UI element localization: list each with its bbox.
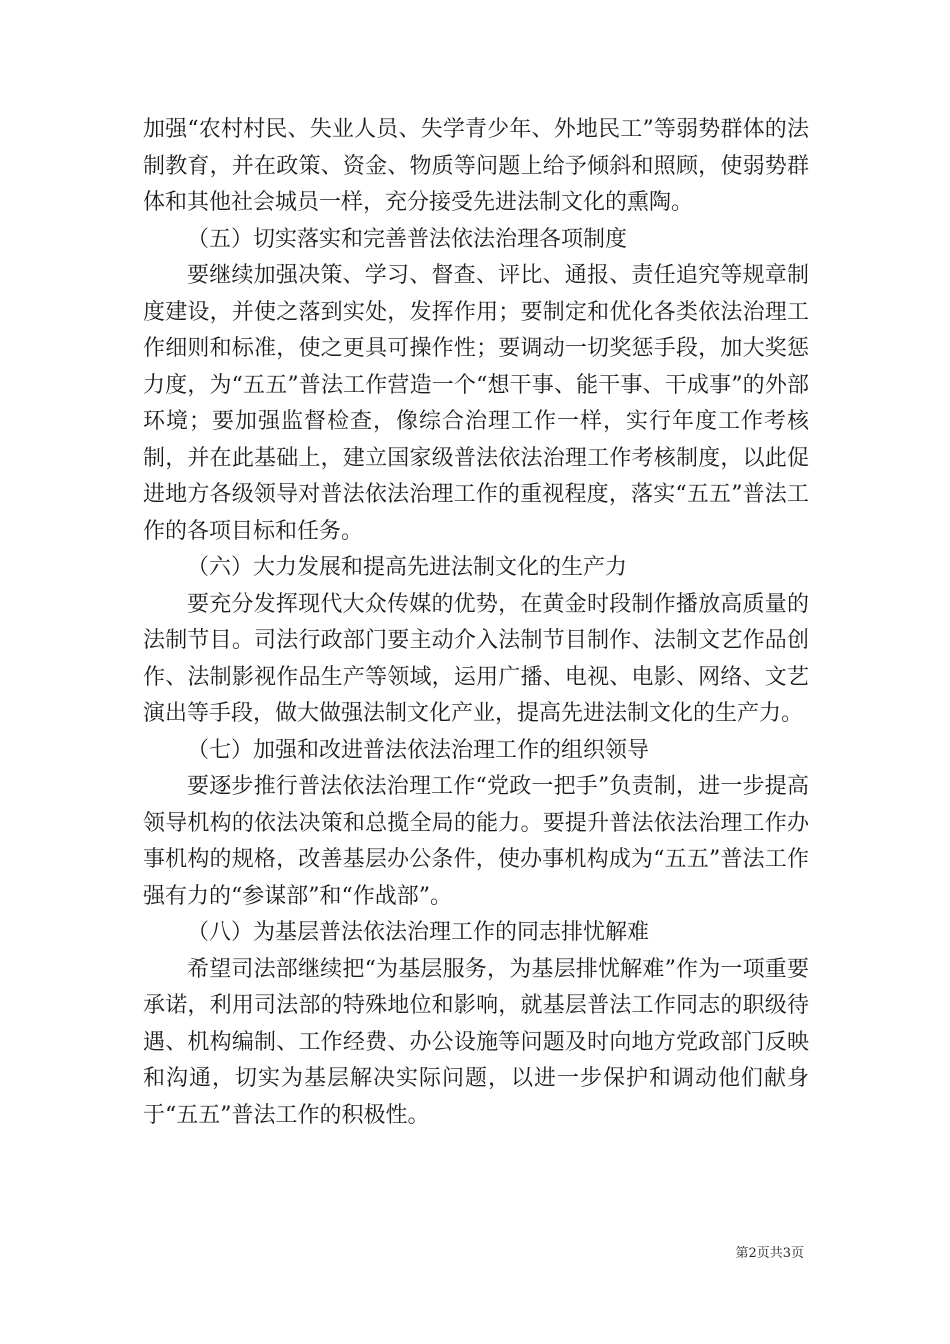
section-heading-6: （六）大力发展和提高先进法制文化的生产力	[187, 555, 628, 580]
document-body	[143, 112, 809, 1134]
paragraph-section-6: 要充分发挥现代大众传媒的优势，在黄金时段制作播放高质量的法制节目。司法行政部门要主动介入法制节目制作、法制文艺作品创作、法制影视作品生产等领域，运用广播、电视、电影、网络、文艺演出等手段，做大做强法制文化产业，提高先进法制文化的生产力。	[143, 591, 809, 726]
paragraph-section-5: 要继续加强决策、学习、督查、评比、通报、责任追究等规章制度建设，并使之落到实处，发挥作用；要制定和优化各类依法治理工作细则和标准，使之更具可操作性；要调动一切奖惩手段，加大奖惩力度，为“五五”普法工作营造一个“想干事、能干事、干成事”的外部环境；要加强监督检查，像综合治理工作一样，实行年度工作考核制，并在此基础上，建立国家级普法依法治理工作考核制度，以此促进地方各级领导对普法依法治理工作的重视程度，落实“五五”普法工作的各项目标和任务。	[143, 263, 809, 544]
page-number: 第2页共3页	[735, 1246, 804, 1261]
section-heading-8: （八）为基层普法依法治理工作的同志排忧解难	[187, 920, 650, 945]
section-heading-5: （五）切实落实和完善普法依法治理各项制度	[187, 226, 628, 252]
paragraph-section-7: 要逐步推行普法依法治理工作“党政一把手”负责制，进一步提高领导机构的依法决策和总揽全局的能力。要提升普法依法治理工作办事机构的规格，改善基层办公条件，使办事机构成为“五五”普法工作强有力的“参谋部”和“作战部”。	[143, 774, 809, 909]
section-heading-7: （七）加强和改进普法依法治理工作的组织领导	[187, 737, 650, 763]
paragraph-intro: 加强“农村村民、失业人员、失学青少年、外地民工”等弱势群体的法制教育，并在政策、资金、物质等问题上给予倾斜和照顾，使弱势群体和其他社会城员一样，充分接受先进法制文化的熏陶。	[143, 117, 809, 215]
paragraph-section-8: 希望司法部继续把“为基层服务，为基层排忧解难”作为一项重要承诺，利用司法部的特殊地位和影响，就基层普法工作同志的职级待遇、机构编制、工作经费、办公设施等问题及时向地方党政部门反映和沟通，切实为基层解决实际问题，以进一步保护和调动他们献身于“五五”普法工作的积极性。	[143, 956, 809, 1128]
